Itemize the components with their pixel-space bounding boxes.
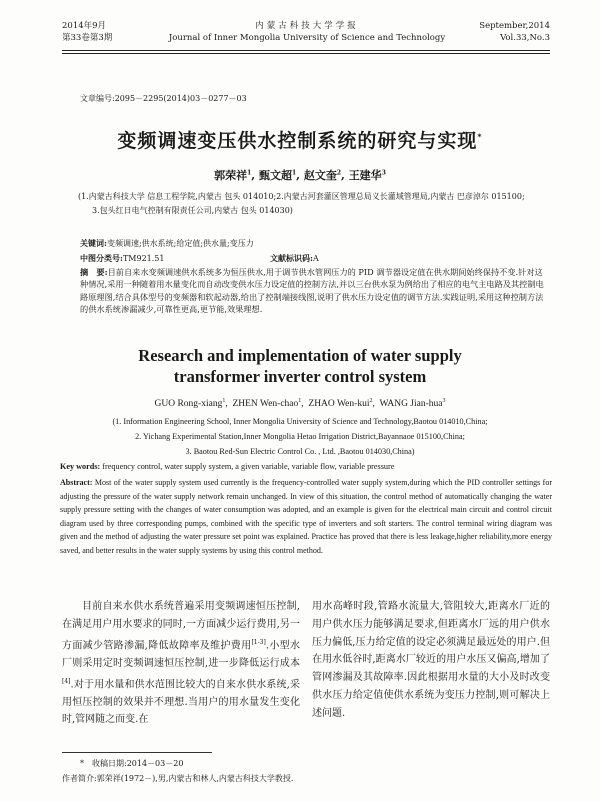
abstract-zh-text: 目前自来水变频调速供水系统多为恒压供水,用于调节供水管网压力的 PID 调节器设定值在供水期间始终保持不变.针对这种情况,采用一种随着用水量变化而自动改变供水压力设定值的控制方法,并以三台供水泵为例给出了相应的电气主电路及其控制电路原理图,结合具体型号的变频器和软起动器,给出了控制端接线图,说明了供水压力设定值的调节方法.实践证明,采用这种控制方法的供水系统渗漏减少,可靠性更高,更节能,效果理想. [80,267,544,315]
affiliation-zh-line1: (1.内蒙古科技大学 信息工程学院,内蒙古 包头 014010;2.内蒙古河套灌区管理总局义长灌域管理局,内蒙古 巴彦淖尔 015100; [78,192,525,201]
author-sup: 1 [247,169,252,177]
body-column-left [62,598,300,729]
keywords-en-label: Key words: [60,462,101,471]
header-volume-en: Vol.33,No.3 [500,33,550,43]
clc-label: 中图分类号: [80,253,123,263]
clc-value: TM921.51 [122,254,165,263]
journal-name-zh: 内蒙古科技大学学报 [255,21,359,31]
title-zh [0,126,600,153]
running-header [62,20,550,50]
author-en: ZHAO Wen-kui [308,399,370,410]
author-sup: 1 [298,398,302,404]
header-rule-thin [62,53,550,54]
affiliation-en-2: 2. Yichang Experimental Station,Inner Mongolia Hetao Irrigation District,Bayannaoe 015100,China; [135,432,465,441]
abstract-zh-label: 摘 要: [80,267,108,277]
header-center [142,20,472,44]
body-left-text: 目前自来水供水系统普遍采用变频调速恒压控制,在满足用户用水要求的同时,一方面减少运行费用,另一方面减少管路渗漏,降低故障率及维护费用 [62,601,300,651]
title-zh-text: 变频调速变压供水控制系统的研究与实现 [117,130,478,152]
header-date-en: September,2014 [479,21,550,31]
abstract-en [60,476,552,558]
author-sup: 2 [336,169,342,177]
author-zh: 赵文奎 [303,169,337,182]
header-volume: 第33卷第3期 [62,33,113,43]
keywords-en-text: frequency control, water supply system, a given variable, variable flow, variable pressure [102,462,395,471]
keywords-en [60,462,555,471]
abstract-en-label: Abstract: [60,478,93,487]
body-left-text: .对于用水量和供水范围比较大的自来水供水系统,采用恒压控制的效果并不理想.当用户的用水量发生变化时,管网随之而变.在 [62,678,300,726]
title-en-line2: transformer inverter control system [173,367,427,386]
author-en: WANG Jian-hua [379,399,443,410]
classification-line [80,253,550,264]
author-sup: 1 [291,169,297,177]
header-rule [62,50,550,51]
body-column-right: 用水高峰时段,管路水流量大,管阻较大,距离水厂近的用户供水压力能够满足要求,但距离水厂远的用户供水压力偏低,压力给定值的设定必须满足最远处的用户.但在用水低谷时,距离水厂较近的用户水压又偏高,增加了管网渗漏及其故障率.因此根据用水量的大小及时改变供水压力给定值使供水系统为变压力控制,则可解决上述问题. [312,601,550,719]
clc-block [80,253,270,264]
article-number: 文章编号:2095－2295(2014)03－0277－03 [80,94,247,103]
citation: [4] [62,677,71,685]
author-zh: 郭荣祥 [214,169,248,182]
title-footnote-mark: * [477,132,483,142]
abstract-en-text: Most of the water supply system used currently is the frequency-controlled water supply system,during which the PID controller settings for adjusting the pressure of the water supply network remain unchanged. In view of this situation, the control method of automatically changing the water supply pressure setting with the changes of water consumption was adopted, and an example is given for the electrical main circuit and control circuit diagram used by three corresponding pumps, combined with the specific type of inverters and soft starters. The control terminal wiring diagram was given and the method of adjusting the water pressure set point was explained. Practice has proved that there is less leakage,higher reliability,more energy saved, and better results in the water supply systems by using this control method. [60,478,553,555]
header-date: 2014年9月 [62,21,107,31]
footnote-author: 作者简介:郭荣祥(1972－),男,内蒙古和林人,内蒙古科技大学教授. [62,774,294,783]
title-en-line1: Research and implementation of water supply [138,346,462,365]
body-left-text: .小型水厂则采用定时变频调速恒压控制,进一步降低运行成本 [62,639,300,669]
footnote-rule [62,752,212,753]
keywords-zh [80,238,254,249]
authors-zh: 郭荣祥$^1$, 甄文超$^1$, 赵文奎$^2$, 王建华$^3$ [214,169,386,182]
journal-name-en: Journal of Inner Mongolia University of Science and Technology [168,33,446,43]
author-en: GUO Rong-xiang [154,399,223,410]
affiliation-en-3: 3. Baotou Red-Sun Electric Control Co. , Ltd. ,Baotou 014030,China) [185,447,415,456]
keywords-zh-label: 关键词: [80,238,107,248]
author-sup: 1 [222,398,226,404]
keywords-zh-text: 变频调速;供水系统;给定值;供水量;变压力 [106,239,254,248]
doc-code-value: A [312,254,319,263]
header-left [62,20,112,44]
doc-code-label: 文献标识码: [270,253,313,263]
author-zh: 甄文超 [258,169,292,182]
author-sup: 3 [442,398,446,404]
affiliation-en-1: (1. Information Engineering School, Inner Mongolia University of Science and Technology,Baotou 014010,China; [112,417,488,426]
doc-code-block [270,253,319,264]
affiliation-zh-line2: 3.包头红日电气控制有限责任公司,内蒙古 包头 014030) [92,206,293,215]
author-en: ZHEN Wen-chao [232,399,299,410]
footnote-received: * 收稿日期:2014－03－20 [80,759,184,768]
author-sup: 3 [381,169,386,177]
header-right [479,20,550,44]
author-sup: 2 [369,398,373,404]
citation: [1-3] [251,638,266,646]
author-zh: 王建华 [348,169,382,182]
abstract-zh [80,266,550,316]
authors-en: GUO Rong-xiang$^1$, ZHEN Wen-chao$^1$, ZHAO Wen-kui$^2$, WANG Jian-hua$^3$ [154,398,446,410]
